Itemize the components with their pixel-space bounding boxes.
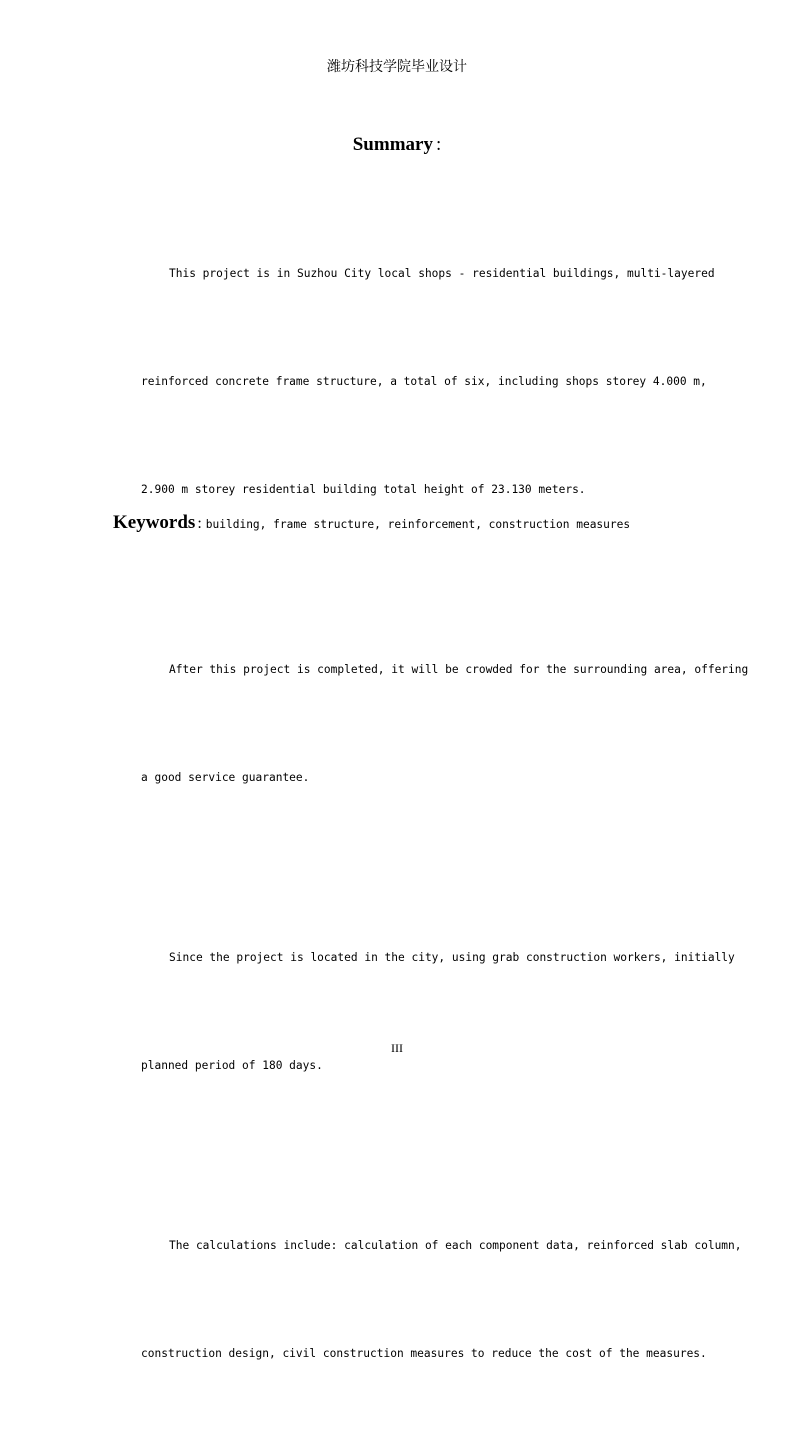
- paragraph-3: [113, 868, 735, 1156]
- paragraph-3-line-1: Since the project is located in the city, using grab construction workers, initially: [169, 951, 735, 964]
- paragraph-1-line-2: reinforced concrete frame structure, a total of six, including shops storey 4.000 m,: [141, 375, 707, 388]
- summary-body: [113, 184, 749, 1444]
- paragraph-2-line-1: After this project is completed, it will be crowded for the surrounding area, offering: [169, 663, 749, 676]
- paragraph-1-line-3: 2.900 m storey residential building total height of 23.130 meters.: [141, 483, 586, 496]
- paragraph-4-line-1: The calculations include: calculation of each component data, reinforced slab column,: [169, 1239, 742, 1252]
- paragraph-4: [113, 1156, 742, 1444]
- paragraph-1-line-1: This project is in Suzhou City local shops - residential buildings, multi-layered: [169, 267, 715, 280]
- summary-title: [0, 133, 794, 157]
- page-number: III: [391, 1041, 403, 1055]
- paragraph-4-line-2: construction design, civil construction measures to reduce the cost of the measures.: [141, 1347, 707, 1360]
- paragraph-2: [113, 580, 749, 868]
- summary-title-colon: :: [435, 134, 442, 155]
- keywords-colon: :: [197, 515, 202, 532]
- keywords-label: Keywords: [113, 512, 196, 533]
- keywords-text: building, frame structure, reinforcement, construction measures: [205, 518, 631, 531]
- keywords-line: [113, 512, 713, 534]
- paragraph-2-line-2: a good service guarantee.: [141, 771, 310, 784]
- paragraph-3-line-2: planned period of 180 days.: [141, 1059, 323, 1072]
- page-header: 潍坊科技学院毕业设计: [327, 59, 467, 75]
- summary-title-text: Summary: [352, 134, 433, 155]
